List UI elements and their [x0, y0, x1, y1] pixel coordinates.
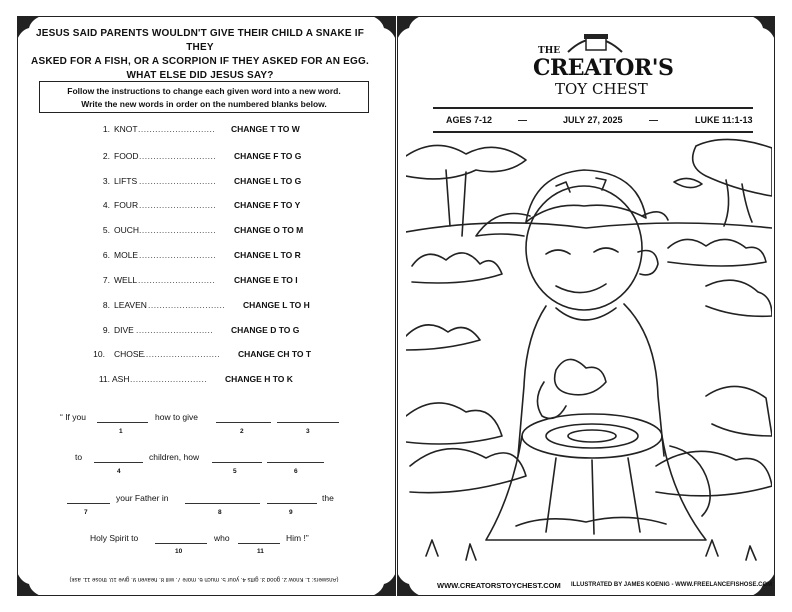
verse-text: “ If you — [60, 412, 86, 422]
instructions-box — [39, 81, 369, 113]
blank-number: 11 — [257, 548, 264, 555]
blank-number: 9 — [289, 509, 293, 516]
verse-text: how to give — [155, 412, 198, 422]
change-instruction: CHANGE L TO G — [234, 176, 302, 186]
change-instruction: CHANGE L TO H — [243, 300, 310, 310]
change-instruction: CHANGE H TO K — [225, 374, 293, 384]
answer-blank-2[interactable] — [216, 412, 271, 423]
instruction-line: Follow the instructions to change each given word into a new word. — [67, 86, 341, 96]
blank-number: 4 — [117, 468, 121, 475]
verse-text: your Father in — [116, 493, 169, 503]
illustrator-credit: ILLUSTRATED BY JAMES KOENIG - WWW.FREELANCEFISHOSE.COM — [571, 582, 773, 588]
separator: — — [649, 115, 658, 125]
corner-ornament-icon — [397, 16, 421, 40]
blank-number: 1 — [119, 428, 123, 435]
change-instruction: CHANGE F TO Y — [234, 200, 301, 210]
corner-ornament-icon — [372, 572, 396, 596]
change-instruction: CHANGE T TO W — [231, 124, 300, 134]
verse-text: children, how — [149, 452, 200, 462]
blank-number: 5 — [233, 468, 237, 475]
verse-text: who — [214, 533, 230, 543]
change-instruction: CHANGE CH TO T — [238, 349, 312, 359]
change-instruction: CHANGE D TO G — [231, 325, 300, 335]
question-line: WHAT ELSE DID JESUS SAY? — [126, 70, 274, 81]
upside-down-answers: (Answers: 1. Know 2. good 3. gifts 4. your 5. much 6. more 7. will 8. heaven 9. give 10. those 11. ask) — [69, 576, 339, 582]
change-instruction: CHANGE E TO I — [234, 275, 298, 285]
answer-blank-9[interactable] — [267, 493, 317, 504]
answer-blank-7[interactable] — [67, 493, 110, 504]
verse-text: the — [322, 493, 334, 503]
separator: — — [518, 115, 527, 125]
logo-title: CREATOR'S — [533, 55, 674, 81]
answer-blank-8[interactable] — [185, 493, 260, 504]
answer-blank-4[interactable] — [94, 452, 143, 463]
blank-number: 6 — [294, 468, 298, 475]
question-line: ASKED FOR A FISH, OR A SCORPION IF THEY ASKED FOR AN EGG. — [31, 56, 369, 67]
lesson-info-bar — [433, 107, 753, 133]
puzzle-question — [30, 27, 370, 83]
logo-the: THE — [538, 46, 561, 56]
answer-blank-1[interactable] — [97, 412, 148, 423]
website-url[interactable]: WWW.CREATORSTOYCHEST.COM — [437, 581, 561, 590]
verse-text: to — [75, 452, 83, 462]
question-line: JESUS SAID PARENTS WOULDN'T GIVE THEIR CHILD A SNAKE IF THEY — [35, 28, 365, 53]
blank-number: 8 — [218, 509, 222, 516]
change-instruction: CHANGE L TO R — [234, 250, 301, 260]
blank-number: 7 — [84, 509, 88, 516]
answer-blank-5[interactable] — [212, 452, 262, 463]
corner-ornament-icon — [372, 16, 396, 40]
blank-number: 3 — [306, 428, 310, 435]
answer-blank-6[interactable] — [267, 452, 324, 463]
verse-text: Him !” — [286, 533, 309, 543]
logo-subtitle: TOY CHEST — [555, 80, 648, 98]
corner-ornament-icon — [397, 572, 421, 596]
instruction-line: Write the new words in order on the numbered blanks below. — [81, 99, 327, 109]
blank-number: 10 — [175, 548, 183, 555]
scripture-reference: LUKE 11:1-13 — [695, 115, 753, 125]
blank-number: 2 — [240, 428, 244, 435]
verse-text: Holy Spirit to — [90, 533, 139, 543]
praying-boy-coloring-illustration — [406, 136, 772, 570]
change-instruction: CHANGE O TO M — [234, 225, 304, 235]
lesson-date: JULY 27, 2025 — [563, 115, 623, 125]
answer-blank-3[interactable] — [277, 412, 339, 423]
answer-blank-10[interactable] — [155, 533, 207, 544]
change-instruction: CHANGE F TO G — [234, 151, 302, 161]
age-range: AGES 7-12 — [446, 115, 493, 125]
corner-ornament-icon — [751, 16, 775, 40]
answer-blank-11[interactable] — [238, 533, 280, 544]
